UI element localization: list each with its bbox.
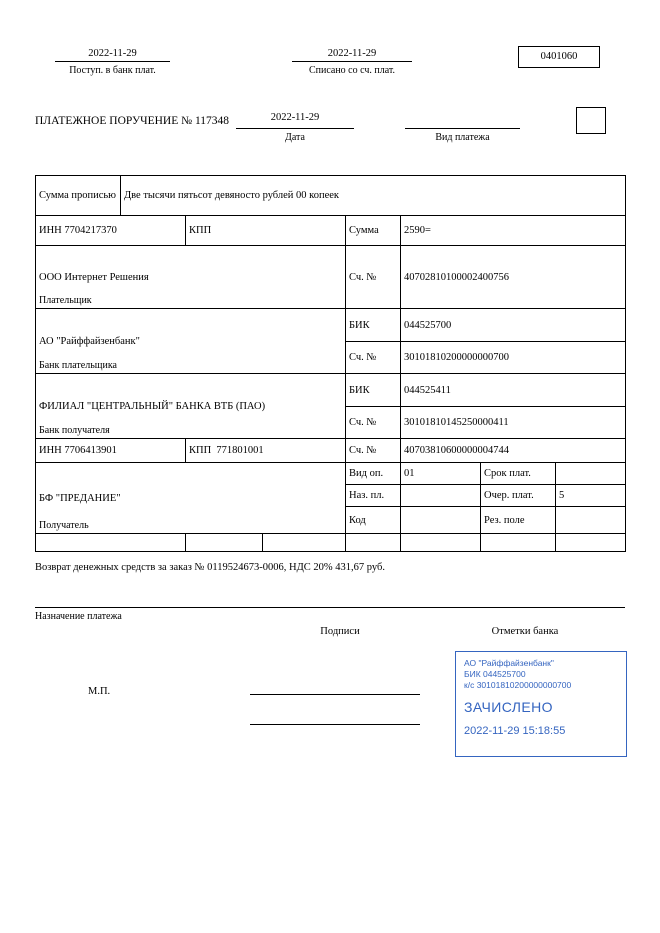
kod-label: Код xyxy=(346,507,401,534)
purpose-text: Возврат денежных средств за заказ № 0119524673-0006, НДС 20% 431,67 руб. xyxy=(35,562,385,573)
payer-bank-cell xyxy=(36,309,346,374)
payer-kpp: КПП xyxy=(186,216,346,246)
title-date: 2022-11-29 xyxy=(236,112,354,129)
mp-label: М.П. xyxy=(88,686,111,697)
status-field-box xyxy=(576,107,606,134)
tax-field-cell-7 xyxy=(556,534,626,552)
payment-type-line xyxy=(405,112,520,129)
amount-value: 2590= xyxy=(401,216,626,246)
debited-date-label: Списано со сч. плат. xyxy=(308,65,396,76)
naz-pl-label: Наз. пл. xyxy=(346,485,401,507)
payee-inn: ИНН 7706413901 xyxy=(36,439,186,463)
payee-bank-account: 30101810145250000411 xyxy=(401,407,626,439)
rez-pole-label: Рез. поле xyxy=(481,507,556,534)
payee-kpp: КПП 771801001 xyxy=(186,439,346,463)
amount-words-value: Две тысячи пятьсот девяносто рублей 00 копеек xyxy=(121,176,626,216)
tax-field-cell-1 xyxy=(36,534,186,552)
naz-pl-value xyxy=(401,485,481,507)
vid-op-value: 01 xyxy=(401,463,481,485)
payee-label: Получатель xyxy=(39,520,89,531)
payer-bank-account-label: Сч. № xyxy=(346,342,401,374)
signature-line-2 xyxy=(250,724,420,725)
tax-field-cell-6 xyxy=(481,534,556,552)
bank-stamp xyxy=(455,651,627,757)
payer-cell xyxy=(36,246,346,309)
payee-bank-bik-label: БИК xyxy=(346,374,401,407)
payee-name: БФ "ПРЕДАНИЕ" xyxy=(39,492,121,504)
title-date-label: Дата xyxy=(285,132,305,143)
srok-plat-label: Срок плат. xyxy=(481,463,556,485)
purpose-label: Назначение платежа xyxy=(35,611,122,622)
payee-bank-bik: 044525411 xyxy=(401,374,626,407)
payee-bank-label: Банк получателя xyxy=(39,425,110,436)
debited-date: 2022-11-29 xyxy=(292,48,412,62)
payer-bank-bik-label: БИК xyxy=(346,309,401,342)
payer-bank-bik: 044525700 xyxy=(401,309,626,342)
signatures-label: Подписи xyxy=(320,626,360,637)
received-date: 2022-11-29 xyxy=(55,48,170,62)
payer-inn: ИНН 7704217370 xyxy=(36,216,186,246)
tax-field-cell-5 xyxy=(401,534,481,552)
purpose-area xyxy=(35,556,625,608)
tax-field-cell-2 xyxy=(186,534,263,552)
payee-cell xyxy=(36,463,346,534)
ocher-plat-label: Очер. плат. xyxy=(481,485,556,507)
amount-label: Сумма xyxy=(346,216,401,246)
payee-bank-account-label: Сч. № xyxy=(346,407,401,439)
srok-plat-value xyxy=(556,463,626,485)
payer-account-label: Сч. № xyxy=(346,246,401,309)
payer-bank-account: 30101810200000000700 xyxy=(401,342,626,374)
payer-name: ООО Интернет Решения xyxy=(39,271,149,283)
payee-bank-cell xyxy=(36,374,346,439)
tax-field-cell-3 xyxy=(263,534,346,552)
signature-line-1 xyxy=(250,694,420,695)
ocher-plat-value: 5 xyxy=(556,485,626,507)
stamp-status: ЗАЧИСЛЕНО xyxy=(464,699,553,716)
vid-op-label: Вид оп. xyxy=(346,463,401,485)
payer-label: Плательщик xyxy=(39,295,92,306)
form-code-box: 0401060 xyxy=(518,46,600,68)
payer-bank-label: Банк плательщика xyxy=(39,360,117,371)
bank-marks-label: Отметки банка xyxy=(491,626,559,637)
rez-pole-value xyxy=(556,507,626,534)
payee-account-label: Сч. № xyxy=(346,439,401,463)
stamp-bik: БИК 044525700 xyxy=(464,669,526,680)
amount-words-label: Сумма прописью xyxy=(36,176,121,216)
document-title: ПЛАТЕЖНОЕ ПОРУЧЕНИЕ № 117348 xyxy=(35,115,230,127)
payee-account: 40703810600000004744 xyxy=(401,439,626,463)
tax-field-cell-4 xyxy=(346,534,401,552)
payer-account: 40702810100002400756 xyxy=(401,246,626,309)
stamp-datetime: 2022-11-29 15:18:55 xyxy=(464,725,566,738)
kod-value xyxy=(401,507,481,534)
payee-bank-name: ФИЛИАЛ "ЦЕНТРАЛЬНЫЙ" БАНКА ВТБ (ПАО) xyxy=(39,400,266,412)
received-date-block xyxy=(55,48,170,76)
stamp-bank-name: АО "Райффайзенбанк" xyxy=(464,658,554,668)
payer-bank-name: АО "Райффайзенбанк" xyxy=(39,335,140,347)
received-date-label: Поступ. в банк плат. xyxy=(69,65,156,76)
debited-date-block xyxy=(292,48,412,76)
stamp-corr-account: к/с 30101810200000000700 xyxy=(464,680,572,691)
payment-table xyxy=(35,175,626,552)
payment-type-label: Вид платежа xyxy=(435,132,490,143)
